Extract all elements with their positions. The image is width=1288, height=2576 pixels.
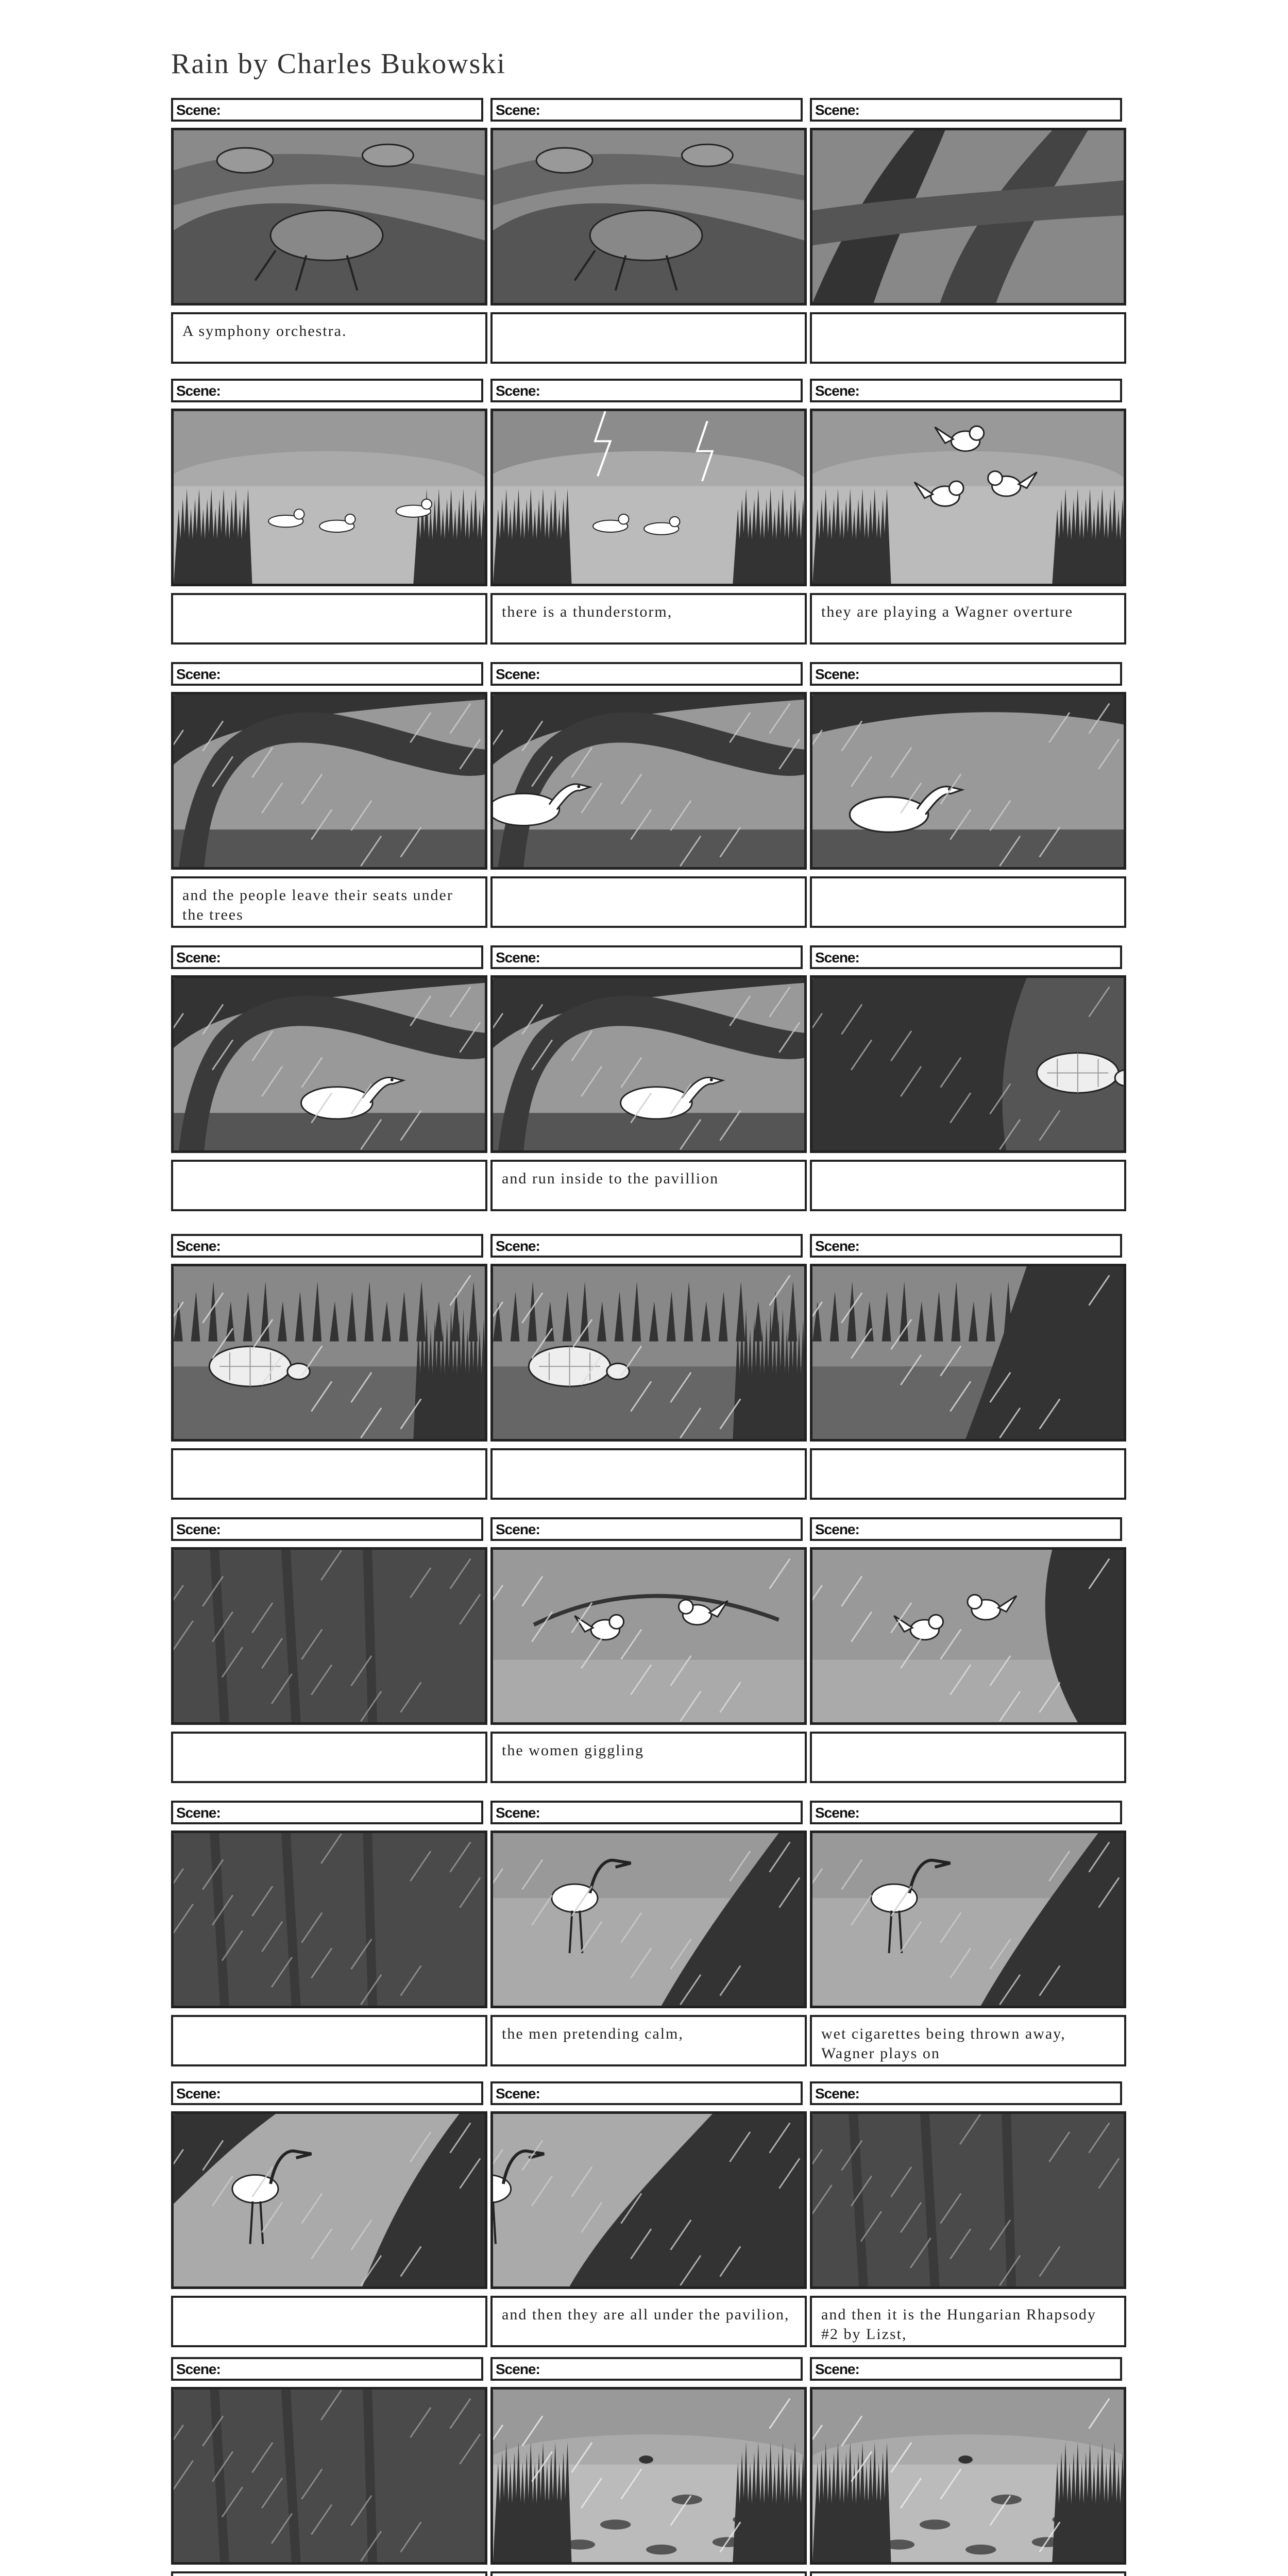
scene-field[interactable] xyxy=(171,1801,483,1824)
scene-label: Scene: xyxy=(176,2361,221,2377)
scene-field[interactable] xyxy=(810,945,1122,969)
scene-field[interactable] xyxy=(810,98,1122,122)
caption-field[interactable] xyxy=(490,1732,807,1783)
panel-illustration xyxy=(171,409,487,586)
caption-field[interactable] xyxy=(490,2571,807,2576)
scene-label: Scene: xyxy=(815,102,859,118)
scene-label: Scene: xyxy=(496,1805,540,1821)
panel-illustration xyxy=(490,2111,807,2289)
scene-field[interactable] xyxy=(490,1517,803,1541)
scene-label: Scene: xyxy=(815,666,859,682)
caption-text: wet cigarettes being thrown away, Wagner plays on xyxy=(821,2025,1066,2062)
caption-field[interactable] xyxy=(171,2296,487,2347)
panel-illustration xyxy=(490,1547,807,1725)
panel-illustration xyxy=(810,409,1126,586)
scene-field[interactable] xyxy=(490,2081,803,2105)
caption-field[interactable] xyxy=(490,2296,807,2347)
caption-field[interactable] xyxy=(490,1448,807,1500)
scene-label: Scene: xyxy=(496,666,540,682)
caption-field[interactable] xyxy=(810,2571,1126,2576)
scene-field[interactable] xyxy=(490,945,803,969)
scene-label: Scene: xyxy=(496,102,540,118)
scene-field[interactable] xyxy=(490,1234,803,1258)
scene-label: Scene: xyxy=(496,1238,540,1254)
scene-field[interactable] xyxy=(490,662,803,686)
panel-illustration xyxy=(810,2387,1126,2565)
scene-label: Scene: xyxy=(496,1521,540,1537)
scene-field[interactable] xyxy=(171,2357,483,2381)
panel-illustration xyxy=(171,1264,487,1442)
scene-label: Scene: xyxy=(176,1238,221,1254)
scene-label: Scene: xyxy=(496,2361,540,2377)
panel-illustration xyxy=(171,1831,487,2008)
scene-field[interactable] xyxy=(171,379,483,402)
scene-label: Scene: xyxy=(176,102,221,118)
scene-field[interactable] xyxy=(490,379,803,402)
panel-illustration xyxy=(810,1264,1126,1442)
scene-label: Scene: xyxy=(496,950,540,965)
panel-illustration xyxy=(171,692,487,870)
scene-field[interactable] xyxy=(810,2357,1122,2381)
panel-illustration xyxy=(490,128,807,306)
caption-field[interactable] xyxy=(810,876,1126,928)
scene-field[interactable] xyxy=(171,662,483,686)
caption-field[interactable] xyxy=(810,593,1126,645)
panel-illustration xyxy=(810,128,1126,306)
scene-field[interactable] xyxy=(810,2081,1122,2105)
caption-field[interactable] xyxy=(810,312,1126,364)
caption-text: the men pretending calm, xyxy=(502,2025,684,2042)
caption-field[interactable] xyxy=(171,312,487,364)
scene-field[interactable] xyxy=(171,1234,483,1258)
caption-field[interactable] xyxy=(171,1448,487,1500)
caption-text: and then they are all under the pavilion, xyxy=(502,2306,790,2323)
scene-label: Scene: xyxy=(176,950,221,965)
panel-illustration xyxy=(171,2111,487,2289)
scene-field[interactable] xyxy=(490,98,803,122)
scene-label: Scene: xyxy=(815,383,859,399)
panel-illustration xyxy=(490,1831,807,2008)
scene-label: Scene: xyxy=(815,2361,859,2377)
scene-label: Scene: xyxy=(496,2086,540,2102)
scene-field[interactable] xyxy=(810,1517,1122,1541)
scene-label: Scene: xyxy=(176,666,221,682)
caption-text: A symphony orchestra. xyxy=(182,323,347,340)
panel-illustration xyxy=(490,1264,807,1442)
caption-field[interactable] xyxy=(171,593,487,645)
caption-field[interactable] xyxy=(490,593,807,645)
caption-field[interactable] xyxy=(490,312,807,364)
scene-field[interactable] xyxy=(171,98,483,122)
scene-field[interactable] xyxy=(810,662,1122,686)
scene-field[interactable] xyxy=(810,1801,1122,1824)
caption-text: and run inside to the pavillion xyxy=(502,1170,719,1187)
scene-label: Scene: xyxy=(815,950,859,965)
caption-text: and the people leave their seats under the trees xyxy=(182,887,453,923)
scene-label: Scene: xyxy=(176,1521,221,1537)
caption-field[interactable] xyxy=(171,1160,487,1211)
caption-field[interactable] xyxy=(810,2015,1126,2066)
caption-text: they are playing a Wagner overture xyxy=(821,603,1074,620)
panel-illustration xyxy=(490,409,807,586)
panel-illustration xyxy=(810,2111,1126,2289)
caption-field[interactable] xyxy=(171,1732,487,1783)
caption-field[interactable] xyxy=(171,2015,487,2066)
scene-label: Scene: xyxy=(176,383,221,399)
scene-label: Scene: xyxy=(176,2086,221,2102)
scene-field[interactable] xyxy=(810,1234,1122,1258)
caption-text: the women giggling xyxy=(502,1742,644,1759)
panel-illustration xyxy=(490,2387,807,2565)
scene-label: Scene: xyxy=(815,1521,859,1537)
scene-label: Scene: xyxy=(815,1805,859,1821)
panel-illustration xyxy=(171,2387,487,2565)
scene-field[interactable] xyxy=(490,2357,803,2381)
panel-illustration xyxy=(810,975,1126,1153)
panel-illustration xyxy=(810,1547,1126,1725)
panel-illustration xyxy=(490,692,807,870)
panel-illustration xyxy=(171,1547,487,1725)
caption-field[interactable] xyxy=(810,2296,1126,2347)
panel-illustration xyxy=(810,1831,1126,2008)
caption-field[interactable] xyxy=(490,1160,807,1211)
page-title: Rain by Charles Bukowski xyxy=(171,48,506,80)
scene-field[interactable] xyxy=(171,945,483,969)
scene-field[interactable] xyxy=(810,379,1122,402)
panel-illustration xyxy=(810,692,1126,870)
scene-label: Scene: xyxy=(176,1805,221,1821)
scene-field[interactable] xyxy=(171,2081,483,2105)
scene-label: Scene: xyxy=(496,383,540,399)
scene-label: Scene: xyxy=(815,1238,859,1254)
scene-field[interactable] xyxy=(171,1517,483,1541)
caption-field[interactable] xyxy=(490,2015,807,2066)
scene-label: Scene: xyxy=(815,2086,859,2102)
caption-field[interactable] xyxy=(171,2571,487,2576)
caption-text: there is a thunderstorm, xyxy=(502,603,673,620)
scene-field[interactable] xyxy=(490,1801,803,1824)
panel-illustration xyxy=(490,975,807,1153)
caption-field[interactable] xyxy=(490,876,807,928)
caption-field[interactable] xyxy=(810,1448,1126,1500)
caption-field[interactable] xyxy=(810,1160,1126,1211)
caption-text: and then it is the Hungarian Rhapsody #2 by Lizst, xyxy=(821,2306,1096,2343)
panel-illustration xyxy=(171,975,487,1153)
caption-field[interactable] xyxy=(171,876,487,928)
caption-field[interactable] xyxy=(810,1732,1126,1783)
panel-illustration xyxy=(171,128,487,306)
